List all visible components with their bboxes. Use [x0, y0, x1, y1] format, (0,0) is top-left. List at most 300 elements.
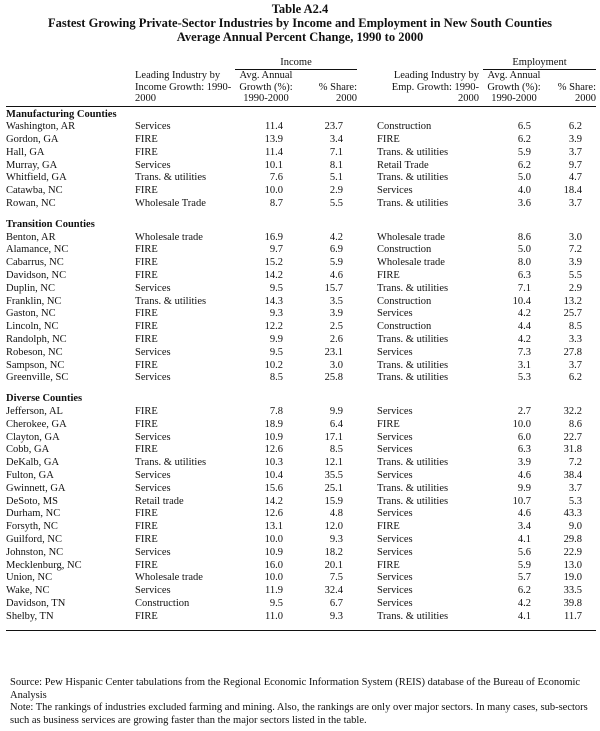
income-share: 5.9 [329, 257, 343, 269]
table-notes [10, 677, 590, 727]
income-avg-growth: 11.0 [265, 610, 283, 622]
income-leading-industry: FIRE [135, 521, 158, 533]
income-share: 5.1 [329, 172, 343, 184]
table-row [6, 257, 596, 270]
emp-avg-growth: 4.6 [517, 508, 531, 520]
table-row [6, 321, 596, 334]
income-avg-growth: 15.2 [264, 257, 283, 269]
emp-leading-industry: Wholesale trade [377, 257, 445, 269]
emp-share: 29.8 [563, 534, 582, 545]
income-share: 8.5 [329, 444, 343, 456]
emp-avg-growth: 3.1 [517, 359, 531, 371]
income-leading-industry: Retail trade [135, 495, 184, 507]
emp-avg-growth: 4.4 [517, 321, 531, 333]
emp-share: 3.3 [568, 334, 582, 346]
income-share: 18.2 [324, 546, 343, 558]
emp-leading-industry: FIRE [377, 270, 400, 282]
county-name: Johnston, NC [6, 546, 64, 558]
income-leading-industry: Services [135, 159, 171, 171]
emp-share: 3.0 [568, 231, 582, 243]
table-row [6, 308, 596, 321]
emp-leading-industry: Services [377, 508, 413, 520]
income-avg-growth: 10.0 [264, 572, 283, 584]
section-title: Transition Counties [6, 218, 95, 230]
emp-leading-industry: Services [377, 406, 413, 418]
emp-share: 3.7 [568, 359, 582, 371]
income-avg-growth: 9.9 [269, 334, 283, 346]
income-share: 7.5 [329, 572, 343, 584]
income-share: 25.8 [324, 372, 343, 384]
table-row [6, 334, 596, 347]
emp-leading-industry: Services [377, 470, 413, 482]
income-leading-industry: FIRE [135, 418, 158, 430]
group-header-row [6, 56, 596, 70]
income-leading-industry: Services [135, 482, 171, 494]
income-avg-growth: 16.0 [264, 559, 283, 571]
income-group-header: Income [235, 56, 357, 70]
emp-avg-growth: 6.5 [517, 121, 531, 133]
income-share: 6.7 [329, 597, 343, 609]
emp-avg-growth: 3.4 [517, 521, 531, 533]
income-share: 25.1 [324, 482, 343, 494]
table-row [6, 585, 596, 598]
county-name: Clayton, GA [6, 431, 60, 443]
income-leading-industry: Trans. & utilities [135, 172, 207, 184]
income-leading-industry: Construction [135, 597, 190, 609]
emp-share: 18.4 [563, 185, 582, 197]
table-row [6, 347, 596, 360]
emp-leading-industry: FIRE [377, 521, 400, 533]
income-leading-industry: Wholesale trade [135, 231, 203, 243]
emp-avg-growth: 3.6 [517, 198, 531, 210]
income-avg-growth: 14.2 [264, 495, 283, 507]
income-avg-growth: 13.9 [264, 134, 283, 146]
emp-leading-industry: Services [377, 431, 413, 443]
income-leading-industry: FIRE [135, 257, 158, 269]
income-avg-growth: 11.4 [265, 146, 283, 158]
avg-growth-income-header: Avg. Annual Growth (%): 1990-2000 [239, 70, 293, 104]
county-name: Duplin, NC [6, 282, 56, 294]
emp-leading-industry: Services [377, 534, 413, 545]
emp-avg-growth: 5.7 [517, 572, 531, 584]
county-name: Gaston, NC [6, 308, 56, 320]
income-avg-growth: 10.0 [264, 534, 283, 545]
section-header [6, 217, 596, 232]
income-avg-growth: 8.5 [269, 372, 283, 384]
table-row [6, 270, 596, 283]
county-name: Fulton, GA [6, 470, 54, 482]
income-share: 9.3 [329, 534, 343, 545]
table-row [6, 283, 596, 296]
emp-avg-growth: 7.1 [517, 282, 531, 294]
income-avg-growth: 10.1 [264, 159, 283, 171]
table-row [6, 360, 596, 373]
income-avg-growth: 9.3 [269, 308, 283, 320]
table-row [6, 121, 596, 134]
county-name: Hall, GA [6, 146, 45, 158]
emp-leading-industry: Trans. & utilities [377, 172, 449, 184]
emp-avg-growth: 10.4 [512, 295, 531, 307]
income-share: 15.9 [324, 495, 343, 507]
emp-avg-growth: 4.2 [517, 308, 531, 320]
county-name: Cobb, GA [6, 444, 50, 456]
emp-avg-growth: 7.3 [517, 346, 531, 358]
emp-avg-growth: 5.6 [517, 546, 531, 558]
table-label: Table A2.4 [271, 2, 329, 16]
table-row [6, 232, 596, 245]
income-leading-industry: Services [135, 121, 171, 133]
income-leading-industry: Services [135, 546, 171, 558]
income-leading-industry: FIRE [135, 508, 158, 520]
income-share: 23.7 [324, 121, 343, 133]
county-name: Wake, NC [6, 585, 50, 597]
emp-share: 22.9 [563, 546, 582, 558]
income-leading-industry: FIRE [135, 185, 158, 197]
table-row [6, 172, 596, 185]
emp-leading-industry: Trans. & utilities [377, 372, 449, 384]
table-row [6, 185, 596, 198]
employment-group-header: Employment [483, 56, 596, 70]
income-avg-growth: 7.8 [269, 406, 283, 418]
emp-leading-industry: Services [377, 346, 413, 358]
table-row [6, 372, 596, 385]
emp-avg-growth: 3.9 [517, 457, 531, 469]
emp-avg-growth: 4.1 [517, 610, 531, 622]
emp-share: 33.5 [563, 585, 582, 597]
avg-growth-emp-header: Avg. Annual Growth (%): 1990-2000 [487, 70, 541, 104]
income-avg-growth: 14.3 [264, 295, 283, 307]
income-leading-industry: FIRE [135, 334, 158, 346]
emp-leading-industry: Trans. & utilities [377, 334, 449, 346]
table-row [6, 572, 596, 585]
table-row [6, 444, 596, 457]
county-name: Guilford, NC [6, 534, 62, 545]
table-row [6, 598, 596, 611]
income-share: 3.0 [329, 359, 343, 371]
emp-avg-growth: 4.0 [517, 185, 531, 197]
income-share: 32.4 [324, 585, 343, 597]
income-share: 4.6 [329, 270, 343, 282]
income-share: 3.4 [329, 134, 343, 146]
emp-share: 11.7 [564, 610, 582, 622]
income-avg-growth: 11.9 [265, 585, 283, 597]
leading-emp-header: Leading Industry by Emp. Growth: 1990-2000 [391, 70, 479, 104]
income-leading-industry: Wholesale trade [135, 572, 203, 584]
table-row [6, 296, 596, 309]
table-row [6, 496, 596, 509]
income-share: 12.1 [324, 457, 343, 469]
emp-share: 43.3 [563, 508, 582, 520]
income-leading-industry: FIRE [135, 444, 158, 456]
county-name: DeKalb, GA [6, 457, 60, 469]
emp-leading-industry: Trans. & utilities [377, 146, 449, 158]
emp-share: 7.2 [568, 244, 582, 256]
emp-leading-industry: Services [377, 585, 413, 597]
income-leading-industry: FIRE [135, 270, 158, 282]
income-avg-growth: 10.0 [264, 185, 283, 197]
county-name: Robeson, NC [6, 346, 63, 358]
emp-share: 8.5 [568, 321, 582, 333]
emp-share: 9.0 [568, 521, 582, 533]
emp-avg-growth: 5.3 [517, 372, 531, 384]
income-share: 17.1 [324, 431, 343, 443]
county-name: Cabarrus, NC [6, 257, 64, 269]
income-share: 2.9 [329, 185, 343, 197]
emp-share: 3.7 [568, 198, 582, 210]
emp-avg-growth: 5.0 [517, 172, 531, 184]
table-title: Fastest Growing Private-Sector Industries by Income and Employment in New South Counties [47, 16, 553, 30]
income-leading-industry: FIRE [135, 559, 158, 571]
income-share: 15.7 [324, 282, 343, 294]
county-name: Jefferson, AL [6, 406, 63, 418]
income-leading-industry: Services [135, 431, 171, 443]
emp-leading-industry: Construction [377, 244, 432, 256]
emp-share: 31.8 [563, 444, 582, 456]
income-leading-industry: FIRE [135, 406, 158, 418]
emp-avg-growth: 10.7 [512, 495, 531, 507]
income-share: 6.4 [329, 418, 343, 430]
emp-share: 38.4 [563, 470, 582, 482]
emp-leading-industry: Construction [377, 295, 432, 307]
emp-share: 19.0 [563, 572, 582, 584]
emp-leading-industry: Trans. & utilities [377, 610, 449, 622]
income-share: 5.5 [329, 198, 343, 210]
income-leading-industry: FIRE [135, 146, 158, 158]
emp-share: 5.3 [568, 495, 582, 507]
emp-leading-industry: Construction [377, 121, 432, 133]
emp-leading-industry: Services [377, 546, 413, 558]
income-leading-industry: FIRE [135, 244, 158, 256]
emp-leading-industry: Services [377, 308, 413, 320]
emp-avg-growth: 4.2 [517, 334, 531, 346]
county-name: Randolph, NC [6, 334, 67, 346]
income-share: 20.1 [324, 559, 343, 571]
emp-share: 3.7 [568, 146, 582, 158]
methodology-note: Note: The rankings of industries excluded farming and mining. Also, the rankings are only over major sectors. In many cases, sub-sectors such as business services are growing faster than the major sectors listed in the table. [10, 702, 588, 726]
emp-share: 13.0 [563, 559, 582, 571]
income-avg-growth: 12.6 [264, 508, 283, 520]
income-share: 3.9 [329, 308, 343, 320]
emp-avg-growth: 4.6 [517, 470, 531, 482]
income-avg-growth: 7.6 [269, 172, 283, 184]
table-row [6, 198, 596, 211]
table-row [6, 432, 596, 445]
income-share: 2.6 [329, 334, 343, 346]
emp-share: 9.7 [568, 159, 582, 171]
income-share: 35.5 [324, 470, 343, 482]
emp-leading-industry: Trans. & utilities [377, 495, 449, 507]
income-share: 23.1 [324, 346, 343, 358]
county-name: Benton, AR [6, 231, 56, 243]
income-avg-growth: 15.6 [264, 482, 283, 494]
table-row [6, 534, 596, 547]
table-row [6, 160, 596, 173]
income-leading-industry: Services [135, 470, 171, 482]
emp-leading-industry: Trans. & utilities [377, 359, 449, 371]
income-share: 9.3 [329, 610, 343, 622]
income-avg-growth: 9.5 [269, 346, 283, 358]
table-row [6, 521, 596, 534]
emp-leading-industry: FIRE [377, 418, 400, 430]
income-avg-growth: 8.7 [269, 198, 283, 210]
county-name: Union, NC [6, 572, 53, 584]
income-leading-industry: FIRE [135, 359, 158, 371]
income-leading-industry: Trans. & utilities [135, 457, 207, 469]
income-avg-growth: 10.2 [264, 359, 283, 371]
emp-avg-growth: 8.0 [517, 257, 531, 269]
section-header [6, 106, 596, 121]
emp-leading-industry: Retail Trade [377, 159, 429, 171]
table-row [6, 483, 596, 496]
emp-share: 6.2 [568, 121, 582, 133]
emp-share: 4.7 [568, 172, 582, 184]
emp-share: 39.8 [563, 597, 582, 609]
table-row [6, 457, 596, 470]
emp-avg-growth: 6.2 [517, 134, 531, 146]
table-row [6, 611, 596, 624]
county-name: Forsyth, NC [6, 521, 58, 533]
emp-share: 32.2 [563, 406, 582, 418]
data-table [6, 56, 596, 631]
table-subtitle: Average Annual Percent Change, 1990 to 2000 [176, 30, 424, 44]
emp-leading-industry: FIRE [377, 134, 400, 146]
emp-avg-growth: 6.2 [517, 159, 531, 171]
county-name: Rowan, NC [6, 198, 56, 210]
income-leading-industry: FIRE [135, 308, 158, 320]
table-row [6, 508, 596, 521]
share-emp-header: % Share: 2000 [557, 81, 596, 104]
table-row [6, 419, 596, 432]
income-avg-growth: 9.5 [269, 282, 283, 294]
income-avg-growth: 12.2 [264, 321, 283, 333]
emp-leading-industry: Trans. & utilities [377, 457, 449, 469]
emp-share: 6.2 [568, 372, 582, 384]
emp-avg-growth: 6.2 [517, 585, 531, 597]
income-share: 4.2 [329, 231, 343, 243]
emp-avg-growth: 9.9 [517, 482, 531, 494]
income-share: 7.1 [329, 146, 343, 158]
income-share: 3.5 [329, 295, 343, 307]
share-income-header: % Share: 2000 [318, 81, 357, 104]
emp-leading-industry: Services [377, 185, 413, 197]
column-header-row [6, 70, 596, 107]
income-avg-growth: 11.4 [265, 121, 283, 133]
income-avg-growth: 18.9 [264, 418, 283, 430]
emp-avg-growth: 6.3 [517, 270, 531, 282]
emp-share: 22.7 [563, 431, 582, 443]
county-name: Franklin, NC [6, 295, 62, 307]
income-leading-industry: FIRE [135, 134, 158, 146]
county-name: Gwinnett, GA [6, 482, 66, 494]
income-avg-growth: 16.9 [264, 231, 283, 243]
section-title: Diverse Counties [6, 393, 83, 405]
emp-avg-growth: 5.9 [517, 146, 531, 158]
emp-avg-growth: 10.0 [512, 418, 531, 430]
table-row [6, 244, 596, 257]
emp-avg-growth: 6.3 [517, 444, 531, 456]
county-name: Davidson, NC [6, 270, 67, 282]
income-share: 6.9 [329, 244, 343, 256]
income-share: 4.8 [329, 508, 343, 520]
county-name: Mecklenburg, NC [6, 559, 82, 571]
income-avg-growth: 9.7 [269, 244, 283, 256]
county-name: Whitfield, GA [6, 172, 67, 184]
income-avg-growth: 14.2 [264, 270, 283, 282]
emp-share: 3.9 [568, 134, 582, 146]
county-name: Greenville, SC [6, 372, 69, 384]
income-avg-growth: 9.5 [269, 597, 283, 609]
emp-share: 3.9 [568, 257, 582, 269]
income-avg-growth: 10.9 [264, 431, 283, 443]
table-row [6, 134, 596, 147]
income-avg-growth: 12.6 [264, 444, 283, 456]
emp-share: 3.7 [568, 482, 582, 494]
source-note: Source: Pew Hispanic Center tabulations from the Regional Economic Information System (REIS) database of the Bureau of Economic Analysis [10, 677, 581, 701]
emp-leading-industry: Trans. & utilities [377, 482, 449, 494]
income-leading-industry: FIRE [135, 534, 158, 545]
county-name: Murray, GA [6, 159, 58, 171]
income-leading-industry: Wholesale Trade [135, 198, 206, 210]
county-name: Cherokee, GA [6, 418, 67, 430]
emp-avg-growth: 8.6 [517, 231, 531, 243]
emp-leading-industry: Trans. & utilities [377, 198, 449, 210]
emp-avg-growth: 4.1 [517, 534, 531, 545]
income-share: 2.5 [329, 321, 343, 333]
income-leading-industry: FIRE [135, 610, 158, 622]
county-name: Sampson, NC [6, 359, 65, 371]
county-name: Durham, NC [6, 508, 61, 520]
county-name: DeSoto, MS [6, 495, 58, 507]
income-avg-growth: 10.3 [264, 457, 283, 469]
emp-leading-industry: Wholesale trade [377, 231, 445, 243]
county-name: Washington, AR [6, 121, 76, 133]
income-leading-industry: Services [135, 585, 171, 597]
income-avg-growth: 10.4 [264, 470, 283, 482]
income-leading-industry: Services [135, 282, 171, 294]
county-name: Lincoln, NC [6, 321, 59, 333]
income-leading-industry: Services [135, 346, 171, 358]
table-row [6, 406, 596, 419]
emp-share: 27.8 [563, 346, 582, 358]
county-name: Shelby, TN [6, 610, 54, 622]
emp-share: 5.5 [568, 270, 582, 282]
emp-share: 7.2 [568, 457, 582, 469]
emp-share: 8.6 [568, 418, 582, 430]
emp-leading-industry: Services [377, 444, 413, 456]
income-share: 12.0 [324, 521, 343, 533]
emp-avg-growth: 2.7 [517, 406, 531, 418]
leading-income-header: Leading Industry by Income Growth: 1990-2000 [135, 70, 232, 104]
emp-leading-industry: FIRE [377, 559, 400, 571]
emp-share: 2.9 [568, 282, 582, 294]
emp-share: 13.2 [563, 295, 582, 307]
emp-avg-growth: 4.2 [517, 597, 531, 609]
table-row [6, 470, 596, 483]
county-name: Catawba, NC [6, 185, 63, 197]
emp-leading-industry: Trans. & utilities [377, 282, 449, 294]
county-name: Davidson, TN [6, 597, 66, 609]
income-avg-growth: 13.1 [264, 521, 283, 533]
table-row [6, 147, 596, 160]
county-name: Gordon, GA [6, 134, 59, 146]
table-row [6, 560, 596, 573]
emp-avg-growth: 5.9 [517, 559, 531, 571]
income-leading-industry: Trans. & utilities [135, 295, 207, 307]
income-share: 9.9 [329, 406, 343, 418]
emp-avg-growth: 6.0 [517, 431, 531, 443]
income-leading-industry: Services [135, 372, 171, 384]
section-title: Manufacturing Counties [6, 108, 117, 120]
